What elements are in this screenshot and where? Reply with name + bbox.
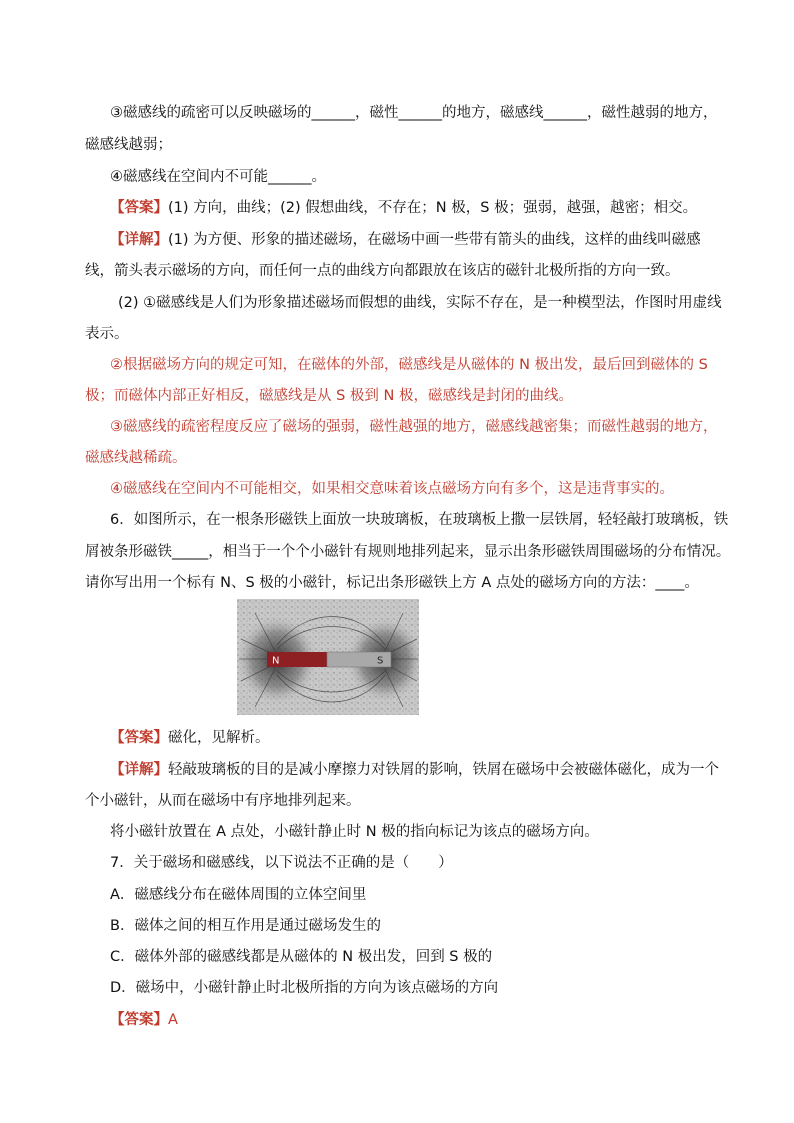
detail-red-2-continuation: 磁感线越稀疏。 bbox=[85, 450, 187, 466]
answer-1 bbox=[110, 198, 750, 218]
detail-red-2: ③磁感线的疏密程度反应了磁场的强弱，磁性越强的地方，磁感线越密集；而磁性越弱的地方， bbox=[110, 419, 718, 435]
detail-1 bbox=[110, 230, 750, 250]
question-6-line-3: 请你写出用一个标有 N、S 极的小磁针，标记出条形磁铁上方 A 点处的磁场方向的方法：____。 bbox=[85, 575, 699, 591]
paragraph-3-continuation: 磁感线越弱； bbox=[85, 137, 172, 153]
answer-text: (1) 方向，曲线；(2) 假想曲线，不存在；N 极，S 极；强弱，越强，越密；相交。 bbox=[168, 200, 698, 216]
paragraph-4-blank-question: ④磁感线在空间内不可能______。 bbox=[110, 169, 326, 185]
answer-text: A bbox=[168, 1012, 178, 1028]
question-7-option-c: C．磁体外部的磁感线都是从磁体的 N 极出发，回到 S 极的 bbox=[110, 949, 493, 965]
magnet-n-label: N bbox=[272, 655, 280, 667]
detail-red-3: ④磁感线在空间内不可能相交，如果相交意味着该点磁场方向有多个，这是违背事实的。 bbox=[110, 481, 674, 497]
detail-2-continuation: 表示。 bbox=[85, 326, 129, 342]
answer-tag: 【答案】 bbox=[110, 1012, 168, 1028]
detail-tag: 【详解】 bbox=[110, 232, 168, 248]
bar-magnet-iron-filings-figure bbox=[237, 599, 419, 715]
answer-tag: 【答案】 bbox=[110, 730, 168, 746]
detail-6-line-3: 将小磁针放置在 A 点处，小磁针静止时 N 极的指向标记为该点的磁场方向。 bbox=[110, 824, 599, 840]
detail-6-continuation: 个小磁针，从而在磁场中有序地排列起来。 bbox=[85, 793, 361, 809]
question-7-option-b: B．磁体之间的相互作用是通过磁场发生的 bbox=[110, 918, 381, 934]
answer-7 bbox=[110, 1010, 750, 1030]
detail-tag: 【详解】 bbox=[110, 762, 168, 778]
detail-red-1: ②根据磁场方向的规定可知，在磁体的外部，磁感线是从磁体的 N 极出发，最后回到磁体的 S bbox=[110, 357, 708, 373]
detail-text: 轻敲玻璃板的目的是减小摩擦力对铁屑的影响，铁屑在磁场中会被磁体磁化，成为一个 bbox=[168, 762, 719, 778]
answer-6 bbox=[110, 728, 750, 748]
question-6-line-2: 屑被条形磁铁_____，相当于一个个小磁针有规则地排列起来，显示出条形磁铁周围磁场的分布情况。 bbox=[85, 544, 731, 560]
detail-text: (1) 为方便、形象的描述磁场，在磁场中画一些带有箭头的曲线，这样的曲线叫磁感 bbox=[168, 232, 701, 248]
question-7-option-a: A．磁感线分布在磁体周围的立体空间里 bbox=[110, 887, 367, 903]
answer-text: 磁化，见解析。 bbox=[168, 730, 270, 746]
paragraph-3-blank-question: ③磁感线的疏密可以反映磁场的______，磁性______的地方，磁感线______，磁性越弱的地方， bbox=[110, 105, 718, 121]
question-6: 6．如图所示，在一根条形磁铁上面放一块玻璃板，在玻璃板上撒一层铁屑，轻轻敲打玻璃板，铁 bbox=[110, 512, 729, 528]
detail-6 bbox=[110, 760, 750, 780]
detail-2: (2) ①磁感线是人们为形象描述磁场而假想的曲线，实际不存在，是一种模型法，作图时用虚线 bbox=[118, 295, 722, 311]
detail-1-continuation: 线，箭头表示磁场的方向，而任何一点的曲线方向都跟放在该店的磁针北极所指的方向一致。 bbox=[85, 263, 680, 279]
detail-red-1-continuation: 极；而磁体内部正好相反，磁感线是从 S 极到 N 极，磁感线是封闭的曲线。 bbox=[85, 388, 573, 404]
question-7-option-d: D．磁场中，小磁针静止时北极所指的方向为该点磁场的方向 bbox=[110, 980, 499, 996]
magnet-s-label: S bbox=[377, 655, 384, 667]
question-7: 7．关于磁场和磁感线，以下说法不正确的是（ ） bbox=[110, 855, 453, 871]
iron-filings-illustration bbox=[237, 599, 419, 715]
answer-tag: 【答案】 bbox=[110, 200, 168, 216]
